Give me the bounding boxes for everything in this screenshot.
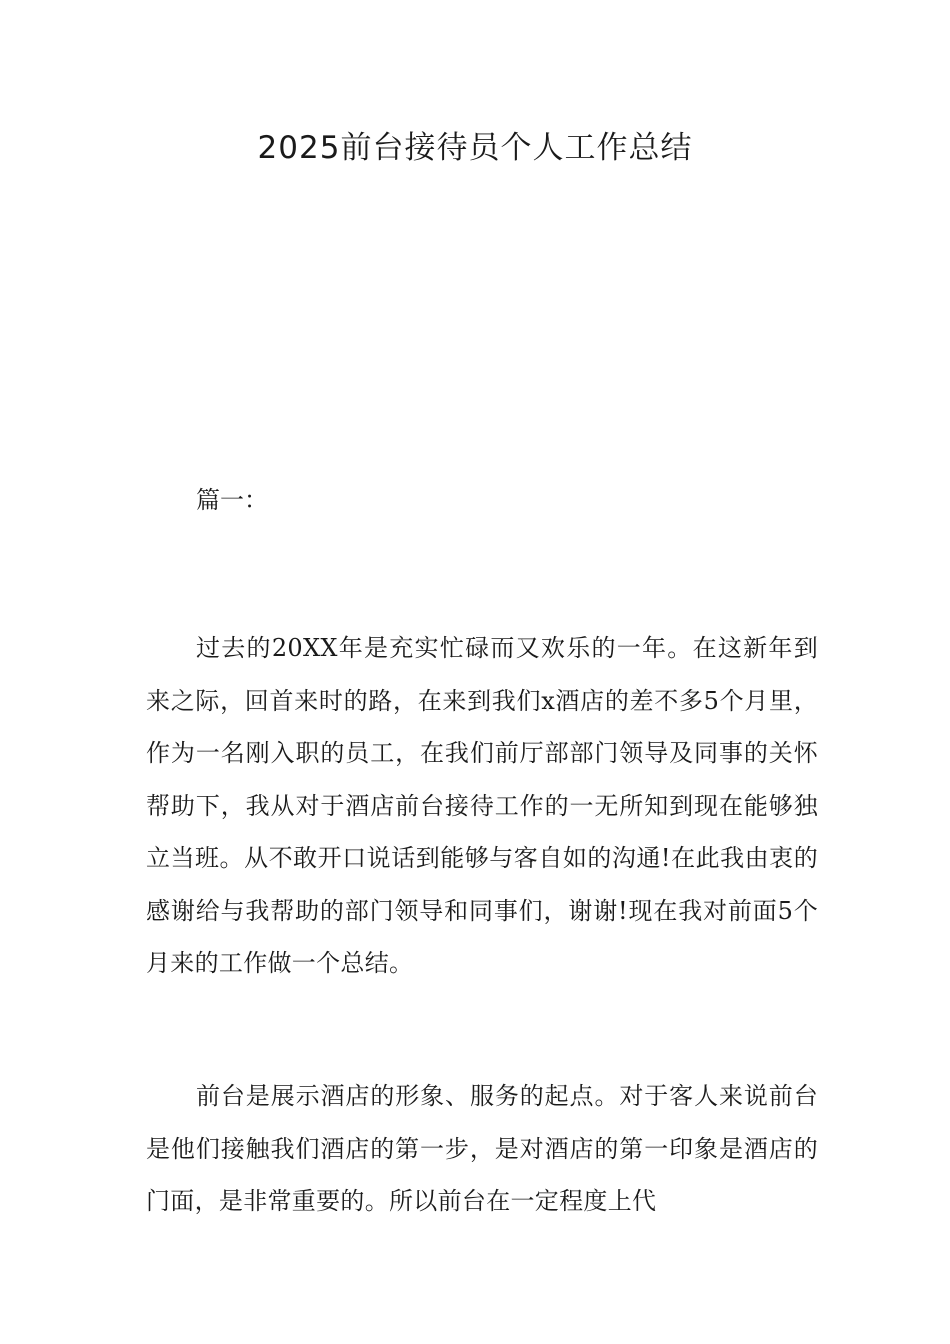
document-title: 2025前台接待员个人工作总结 [257, 130, 693, 166]
paragraph-1: 过去的20XX年是充实忙碌而又欢乐的一年。在这新年到来之际，回首来时的路，在来到我们x酒店的差不多5个月里，作为一名刚入职的员工，在我们前厅部部门领导及同事的关怀帮助下，我从对于酒店前台接待工作的一无所知到现在能够独立当班。从不敢开口说话到能够与客自如的沟通!在此我由衷的感谢给与我帮助的部门领导和同事们，谢谢!现在我对前面5个月来的工作做一个总结。 [146, 634, 818, 977]
paragraph-2: 前台是展示酒店的形象、服务的起点。对于客人来说前台是他们接触我们酒店的第一步，是对酒店的第一印象是酒店的门面，是非常重要的。所以前台在一定程度上代 [146, 1082, 818, 1215]
section-label: 篇一： [196, 486, 268, 514]
